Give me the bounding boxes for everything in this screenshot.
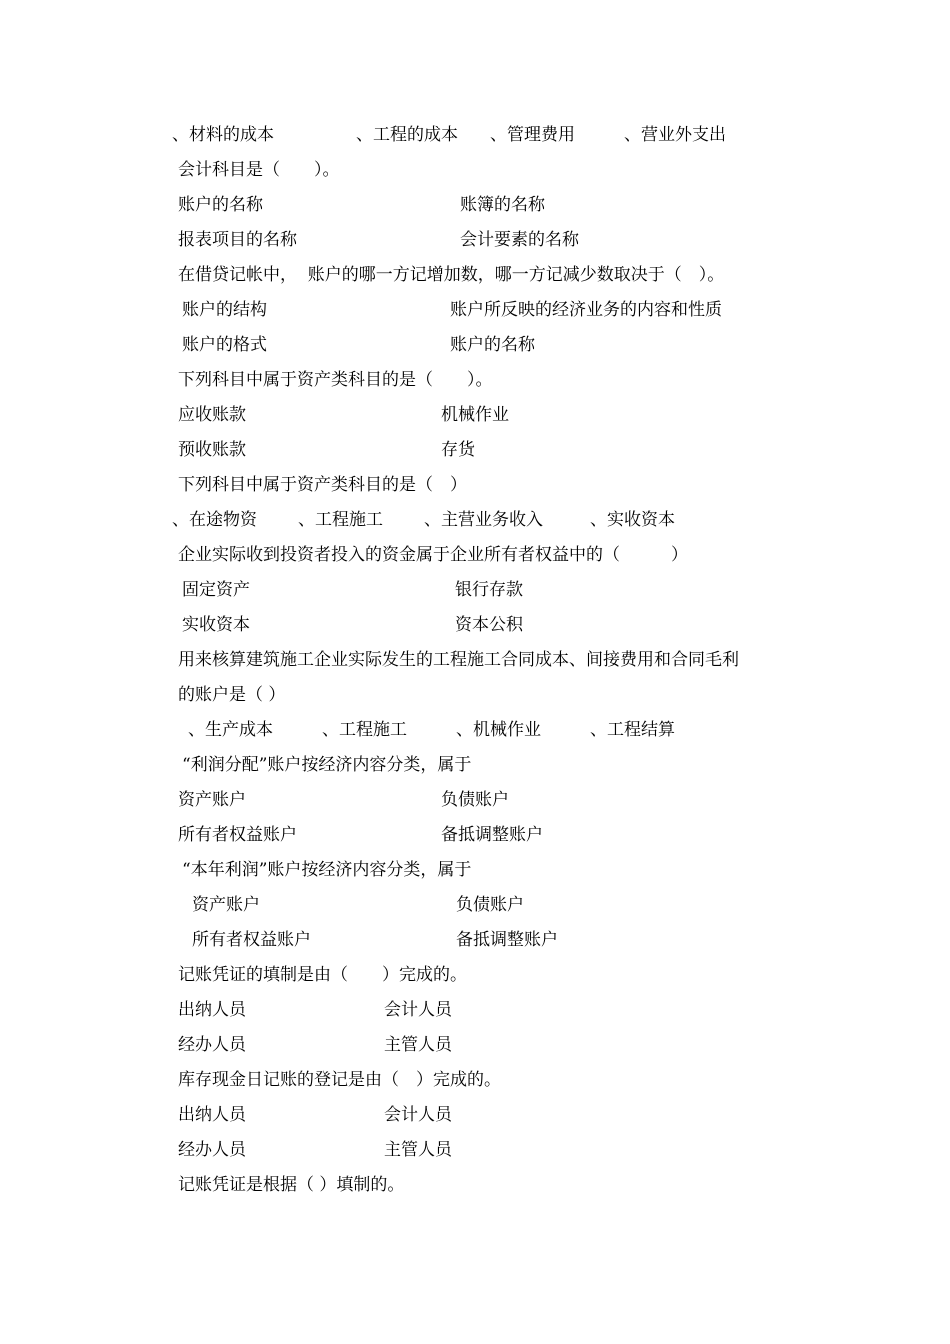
- option-line: 、营业外支出: [624, 125, 726, 145]
- option-line: 资产账户: [178, 790, 246, 810]
- question-line: 记账凭证是根据（ ）填制的。: [178, 1175, 405, 1195]
- option-line: 账户的格式: [182, 335, 267, 355]
- option-line: 所有者权益账户: [178, 825, 297, 845]
- option-line: 所有者权益账户: [192, 930, 311, 950]
- option-line: 、材料的成本: [172, 125, 274, 145]
- option-line: 账户的名称: [450, 335, 535, 355]
- question-line: 下列科目中属于资产类科目的是（ ）: [178, 475, 467, 495]
- option-line: 、在途物资: [172, 510, 257, 530]
- question-line: 会计科目是（ ）。: [178, 160, 340, 180]
- option-line: 报表项目的名称: [178, 230, 297, 250]
- option-line: 、工程结算: [590, 720, 675, 740]
- question-line: 用来核算建筑施工企业实际发生的工程施工合同成本、间接费用和合同毛利: [178, 650, 739, 670]
- option-line: 预收账款: [178, 440, 246, 460]
- option-line: 实收资本: [182, 615, 250, 635]
- question-line: 在借贷记帐中， 账户的哪一方记增加数，哪一方记减少数取决于（ ）。: [178, 265, 725, 285]
- option-line: 存货: [441, 440, 475, 460]
- option-line: 会计要素的名称: [460, 230, 579, 250]
- option-line: 银行存款: [455, 580, 523, 600]
- option-line: 、机械作业: [456, 720, 541, 740]
- option-line: 经办人员: [178, 1140, 246, 1160]
- option-line: 负债账户: [456, 895, 524, 915]
- question-line: 企业实际收到投资者投入的资金属于企业所有者权益中的（ ）: [178, 545, 688, 565]
- option-line: 主管人员: [384, 1140, 452, 1160]
- option-line: 账户的结构: [182, 300, 267, 320]
- option-line: 、管理费用: [490, 125, 575, 145]
- option-line: 备抵调整账户: [441, 825, 543, 845]
- option-line: 账簿的名称: [460, 195, 545, 215]
- question-line: “本年利润”账户按经济内容分类，属于: [182, 860, 472, 880]
- option-line: 、工程施工: [298, 510, 383, 530]
- option-line: 应收账款: [178, 405, 246, 425]
- question-line: 库存现金日记账的登记是由（ ）完成的。: [178, 1070, 501, 1090]
- option-line: 会计人员: [384, 1105, 452, 1125]
- option-line: 、工程的成本: [356, 125, 458, 145]
- option-line: 机械作业: [441, 405, 509, 425]
- option-line: 负债账户: [441, 790, 509, 810]
- option-line: 资产账户: [192, 895, 260, 915]
- question-line: 的账户是（ ）: [178, 685, 286, 705]
- option-line: 账户的名称: [178, 195, 263, 215]
- option-line: 会计人员: [384, 1000, 452, 1020]
- option-line: 出纳人员: [178, 1000, 246, 1020]
- question-line: 记账凭证的填制是由（ ）完成的。: [178, 965, 467, 985]
- option-line: 、工程施工: [322, 720, 407, 740]
- option-line: 经办人员: [178, 1035, 246, 1055]
- option-line: 出纳人员: [178, 1105, 246, 1125]
- option-line: 、实收资本: [590, 510, 675, 530]
- option-line: 账户所反映的经济业务的内容和性质: [450, 300, 722, 320]
- option-line: 备抵调整账户: [456, 930, 558, 950]
- option-line: 资本公积: [455, 615, 523, 635]
- option-line: 、生产成本: [188, 720, 273, 740]
- option-line: 主管人员: [384, 1035, 452, 1055]
- option-line: 固定资产: [182, 580, 250, 600]
- question-line: “利润分配”账户按经济内容分类，属于: [182, 755, 472, 775]
- question-line: 下列科目中属于资产类科目的是（ ）。: [178, 370, 493, 390]
- option-line: 、主营业务收入: [424, 510, 543, 530]
